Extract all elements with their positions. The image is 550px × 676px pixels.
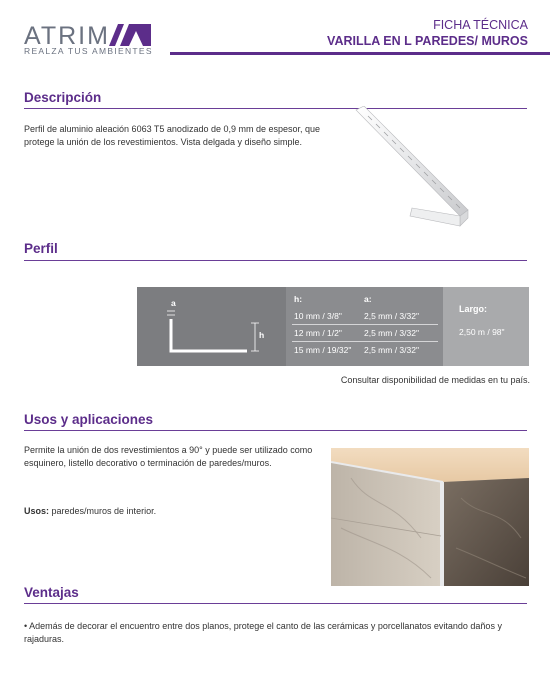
dimensions-table <box>286 287 443 366</box>
section-divider <box>24 260 527 261</box>
section-title-ventajas: Ventajas <box>24 585 79 600</box>
largo-column <box>443 287 529 366</box>
diagram-label-h: h <box>259 330 265 340</box>
usos-label: Usos: <box>24 506 50 516</box>
table-cell-h: 15 mm / 19/32" <box>294 345 352 355</box>
product-title: VARILLA EN L PAREDES/ MUROS <box>327 34 528 48</box>
table-cell-a: 2,5 mm / 3/32" <box>364 345 419 355</box>
brand-tagline: REALZA TUS AMBIENTES <box>24 46 153 56</box>
header-a: a: <box>364 294 372 304</box>
header-h: h: <box>294 294 303 304</box>
profile-diagram <box>137 287 286 366</box>
largo-value: 2,50 m / 98" <box>459 327 505 337</box>
section-title-usos: Usos y aplicaciones <box>24 412 154 427</box>
diagram-label-a: a <box>171 298 176 308</box>
brand-name: ATRIM <box>24 22 110 50</box>
descripcion-text: Perfil de aluminio aleación 6063 T5 anodizado de 0,9 mm de espesor, que protege la unión de los revestimientos. Vista delgada y diseño simple. <box>24 124 321 147</box>
table-cell-a: 2,5 mm / 3/32" <box>364 311 419 321</box>
atrim-logo-icon <box>109 24 151 46</box>
application-photo-image <box>331 448 529 586</box>
availability-note: Consultar disponibilidad de medidas en tu país. <box>340 375 530 385</box>
section-divider <box>24 603 527 604</box>
ventajas-text: • Además de decorar el encuentro entre dos planos, protege el canto de las cerámicas y porcellanatos evitando daños y rajaduras. <box>24 621 502 644</box>
section-title-descripcion: Descripción <box>24 90 102 105</box>
table-cell-a: 2,5 mm / 3/32" <box>364 328 419 338</box>
usos-value: paredes/muros de interior. <box>49 506 157 516</box>
section-divider <box>24 430 527 431</box>
header-largo: Largo: <box>459 304 487 314</box>
usos-text: Permite la unión de dos revestimientos a 90° y puede ser utilizado como esquinero, listello decorativo o terminación de paredes/muros. <box>24 445 313 468</box>
section-title-perfil: Perfil <box>24 241 58 256</box>
table-cell-h: 10 mm / 3/8" <box>294 311 342 321</box>
doc-type: FICHA TÉCNICA <box>433 18 528 32</box>
row-divider <box>292 341 438 342</box>
table-cell-h: 12 mm / 1/2" <box>294 328 342 338</box>
profile-product-image <box>350 106 470 230</box>
header-divider <box>170 52 550 55</box>
usos-line <box>24 505 314 518</box>
perfil-spec-table <box>137 287 529 366</box>
l-profile-drawing-icon <box>137 287 286 366</box>
row-divider <box>292 324 438 325</box>
